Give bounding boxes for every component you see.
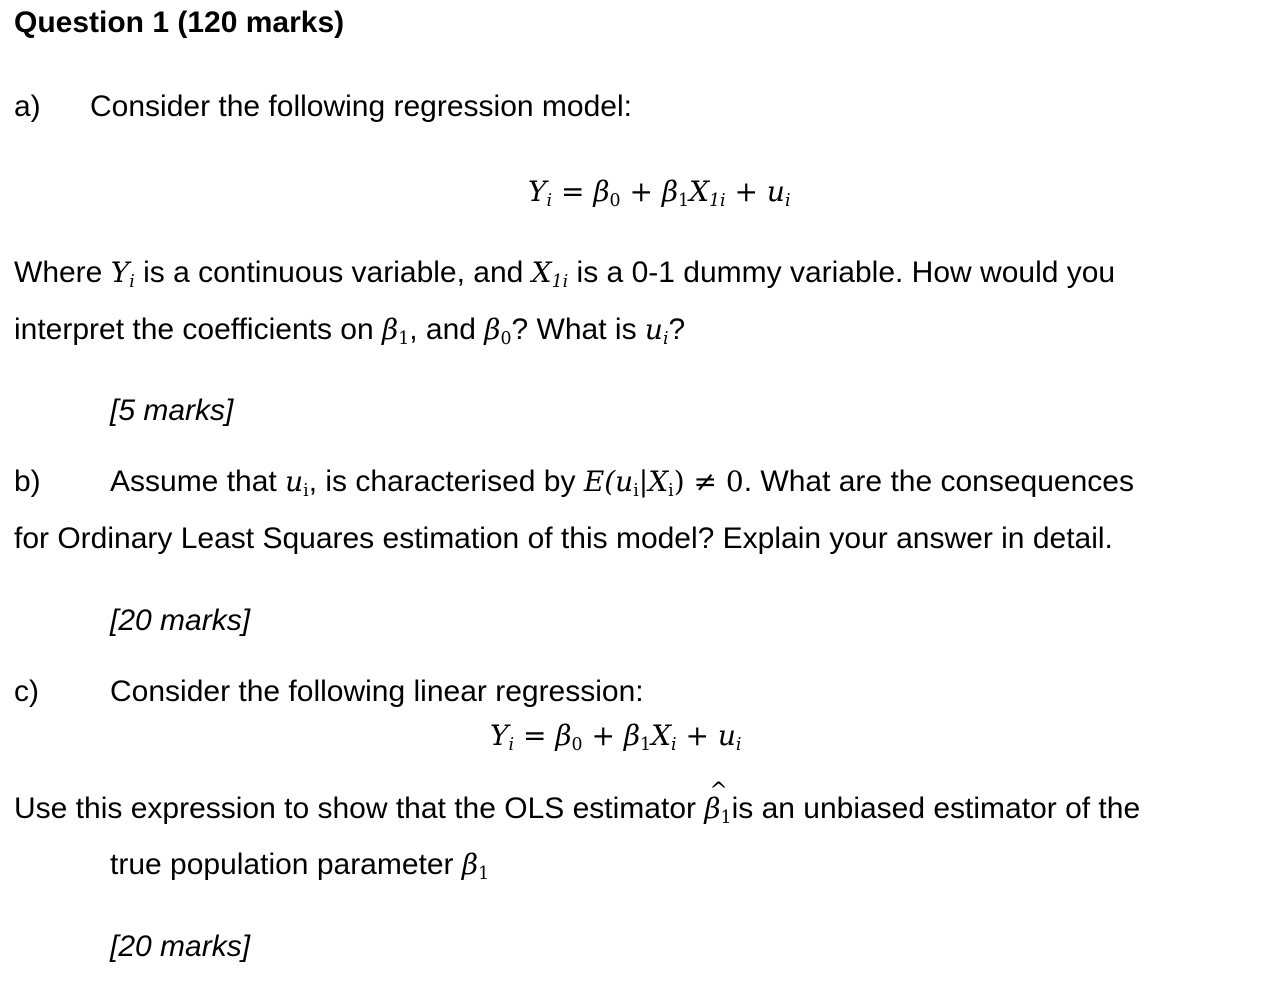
part-c-marks: [20 marks]: [110, 930, 251, 963]
part-b-text-line-2: for Ordinary Least Squares estimation of this model? Explain your answer in detail.: [14, 522, 1113, 555]
question-title: Question 1 (120 marks): [14, 6, 345, 39]
part-c-text-line-1: Use this expression to show that the OLS estimator ^ $\beta_1is$ an unbiased estimator of the: [14, 794, 1140, 824]
part-c-label: c): [14, 675, 39, 708]
part-b-text-line-1: Assume that $u_i$, is characterised by $E(u_i|X_i) \ne 0$. What are the consequences: [110, 465, 1134, 501]
part-b-marks: [20 marks]: [110, 604, 251, 637]
part-c-intro: Consider the following linear regression:: [110, 675, 644, 708]
part-a-equation: $Y_i = \beta_0 + \beta_1X_{1i} + u_i$: [528, 175, 791, 211]
part-c-text-line-2: true population parameter $\beta_1$: [110, 848, 490, 884]
part-a-text-line-1: Where $Y_i$ is a continuous variable, and $X_{1i}$ is a 0-1 dummy variable. How would you: [14, 256, 1116, 292]
beta-hat-symbol: ^ β: [704, 795, 720, 823]
part-b-label: b): [14, 465, 41, 498]
part-c-equation: $Y_i = \beta_0 + \beta_1X_i + u_i$: [490, 719, 742, 755]
part-a-marks: [5 marks]: [110, 394, 234, 427]
part-a-intro: Consider the following regression model:: [90, 90, 632, 123]
part-a-text-line-2: interpret the coefficients on $\beta_1$, and $\beta_0$? What is $u_i$?: [14, 313, 686, 349]
part-a-label: a): [14, 90, 41, 123]
